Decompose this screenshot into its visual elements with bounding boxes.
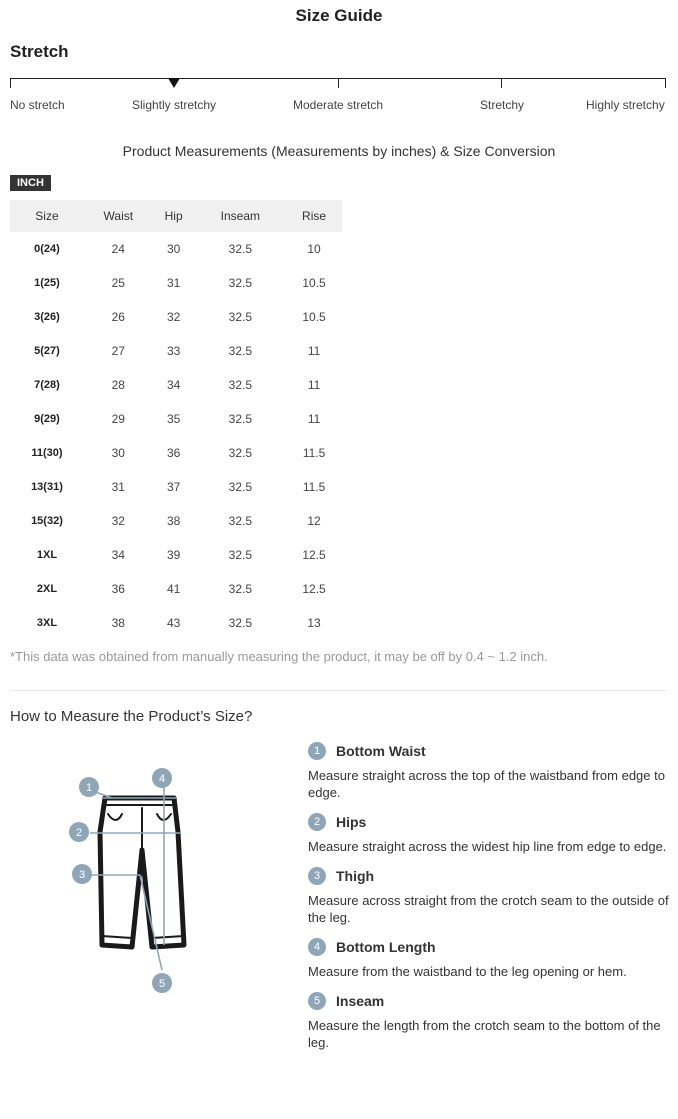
inseam-cell: 32.5: [228, 548, 253, 562]
inseam-cell: 32.5: [228, 378, 253, 392]
size-cell: 0(24): [34, 243, 60, 255]
stretch-tick: [10, 78, 11, 88]
measure-step: [308, 990, 670, 1051]
size-cell: 2XL: [36, 583, 58, 595]
step-description: Measure across straight from the crotch seam to the outside of the leg.: [308, 893, 669, 925]
table-row: [10, 436, 342, 470]
inseam-cell: 32.5: [228, 616, 253, 630]
rise-cell: 10.5: [302, 310, 326, 324]
hip-cell: 43: [166, 616, 181, 630]
rise-cell: 11.5: [302, 480, 326, 494]
table-row: [10, 402, 342, 436]
unit-badge: INCH: [10, 175, 51, 191]
table-row: [10, 470, 342, 504]
stretch-tick: [501, 78, 502, 88]
inseam-cell: 32.5: [228, 412, 253, 426]
step-description: Measure straight across the widest hip line from edge to edge.: [308, 839, 667, 854]
size-cell: 3XL: [36, 617, 58, 629]
step-title: Thigh: [336, 868, 375, 884]
measure-step: [308, 865, 670, 926]
step-number: 1: [308, 742, 326, 760]
waist-cell: 25: [111, 276, 125, 290]
waist-cell: 24: [111, 242, 125, 256]
table-header-row: [10, 200, 342, 232]
stretch-tick: [665, 78, 666, 88]
inseam-cell: 32.5: [228, 310, 253, 324]
inseam-cell: 32.5: [228, 582, 253, 596]
table-row: [10, 368, 342, 402]
triangle-down-icon: [168, 78, 180, 88]
table-row: [10, 538, 342, 572]
waist-cell: 38: [111, 616, 125, 630]
inseam-cell: 32.5: [228, 276, 253, 290]
hip-cell: 38: [166, 514, 181, 528]
diagram-marker-label: 4: [158, 773, 166, 785]
size-cell: 15(32): [31, 515, 63, 527]
rise-cell: 12.5: [302, 548, 326, 562]
header-hip: Hip: [153, 200, 195, 232]
hip-cell: 39: [166, 548, 181, 562]
diagram-marker-label: 5: [158, 978, 166, 990]
measure-step: [308, 740, 670, 801]
how-to-measure-heading: How to Measure the Product’s Size?: [10, 708, 253, 725]
hip-cell: 37: [166, 480, 181, 494]
waist-cell: 26: [111, 310, 125, 324]
rise-cell: 11: [307, 378, 321, 392]
stretch-heading: Stretch: [10, 42, 69, 61]
rise-cell: 10.5: [302, 276, 326, 290]
step-title: Bottom Waist: [336, 743, 426, 759]
stretch-tick: [338, 78, 339, 88]
step-title: Inseam: [336, 993, 385, 1009]
diagram-marker-label: 1: [85, 782, 93, 794]
stretch-label-high: Highly stretchy: [586, 98, 665, 112]
table-row: [10, 232, 342, 266]
table-row: [10, 606, 342, 640]
diagram-marker-label: 3: [78, 869, 86, 881]
stretch-label-no: No stretch: [10, 98, 65, 112]
inseam-cell: 32.5: [228, 514, 253, 528]
measure-steps: [308, 740, 670, 1061]
inseam-cell: 32.5: [228, 242, 253, 256]
step-title: Bottom Length: [336, 939, 436, 955]
waist-cell: 34: [111, 548, 125, 562]
size-cell: 1XL: [36, 549, 58, 561]
waist-cell: 31: [111, 480, 125, 494]
stretch-label-moderate: Moderate stretch: [293, 98, 384, 112]
step-number: 2: [308, 813, 326, 831]
step-title: Hips: [336, 814, 367, 830]
waist-cell: 36: [111, 582, 125, 596]
inseam-cell: 32.5: [228, 446, 253, 460]
inseam-cell: 32.5: [228, 480, 253, 494]
pants-diagram-icon: [60, 760, 190, 1000]
header-size: Size: [10, 200, 84, 232]
diagram-marker-label: 2: [75, 827, 83, 839]
rise-cell: 11: [307, 344, 321, 358]
table-row: [10, 300, 342, 334]
rise-cell: 10: [307, 242, 321, 256]
diagram-marker-2: [69, 822, 89, 842]
rise-cell: 13: [307, 616, 321, 630]
measure-step: [308, 811, 670, 855]
hip-cell: 34: [166, 378, 181, 392]
size-cell: 3(26): [34, 311, 60, 323]
step-description: Measure the length from the crotch seam to the bottom of the leg.: [308, 1018, 661, 1050]
inseam-cell: 32.5: [228, 344, 253, 358]
header-inseam: Inseam: [195, 200, 287, 232]
hip-cell: 33: [166, 344, 181, 358]
table-row: [10, 504, 342, 538]
rise-cell: 12: [307, 514, 321, 528]
waist-cell: 27: [111, 344, 125, 358]
measurements-title: Product Measurements (Measurements by inches) & Size Conversion: [122, 143, 556, 159]
diagram-marker-1: [79, 777, 99, 797]
size-cell: 7(28): [34, 379, 60, 391]
size-cell: 11(30): [31, 447, 63, 459]
hip-cell: 36: [166, 446, 181, 460]
table-row: [10, 266, 342, 300]
hip-cell: 32: [166, 310, 181, 324]
measurement-note: *This data was obtained from manually measuring the product, it may be off by 0.4 ~ 1.2 inch.: [10, 649, 548, 664]
table-row: [10, 572, 342, 606]
size-table: [10, 200, 342, 640]
size-cell: 13(31): [31, 481, 63, 493]
step-number: 3: [308, 867, 326, 885]
rise-cell: 11: [307, 412, 321, 426]
hip-cell: 30: [166, 242, 181, 256]
waist-cell: 29: [111, 412, 125, 426]
hip-cell: 41: [166, 582, 181, 596]
header-rise: Rise: [286, 200, 342, 232]
hip-cell: 31: [166, 276, 181, 290]
header-waist: Waist: [84, 200, 153, 232]
size-cell: 9(29): [34, 413, 60, 425]
page-title: Size Guide: [295, 6, 383, 25]
step-description: Measure straight across the top of the waistband from edge to edge.: [308, 768, 665, 800]
rise-cell: 12.5: [302, 582, 326, 596]
step-number: 5: [308, 992, 326, 1010]
stretch-label-stretchy: Stretchy: [480, 98, 525, 112]
hip-cell: 35: [166, 412, 181, 426]
step-number: 4: [308, 938, 326, 956]
size-cell: 1(25): [34, 277, 60, 289]
diagram-marker-3: [72, 864, 92, 884]
size-cell: 5(27): [34, 345, 60, 357]
step-description: Measure from the waistband to the leg opening or hem.: [308, 964, 627, 979]
section-divider: [10, 690, 666, 691]
diagram-marker-4: [152, 768, 172, 788]
table-row: [10, 334, 342, 368]
rise-cell: 11.5: [302, 446, 326, 460]
waist-cell: 32: [111, 514, 125, 528]
measure-step: [308, 936, 670, 980]
waist-cell: 28: [111, 378, 125, 392]
waist-cell: 30: [111, 446, 125, 460]
stretch-label-slight: Slightly stretchy: [132, 98, 217, 112]
diagram-marker-5: [152, 973, 172, 993]
